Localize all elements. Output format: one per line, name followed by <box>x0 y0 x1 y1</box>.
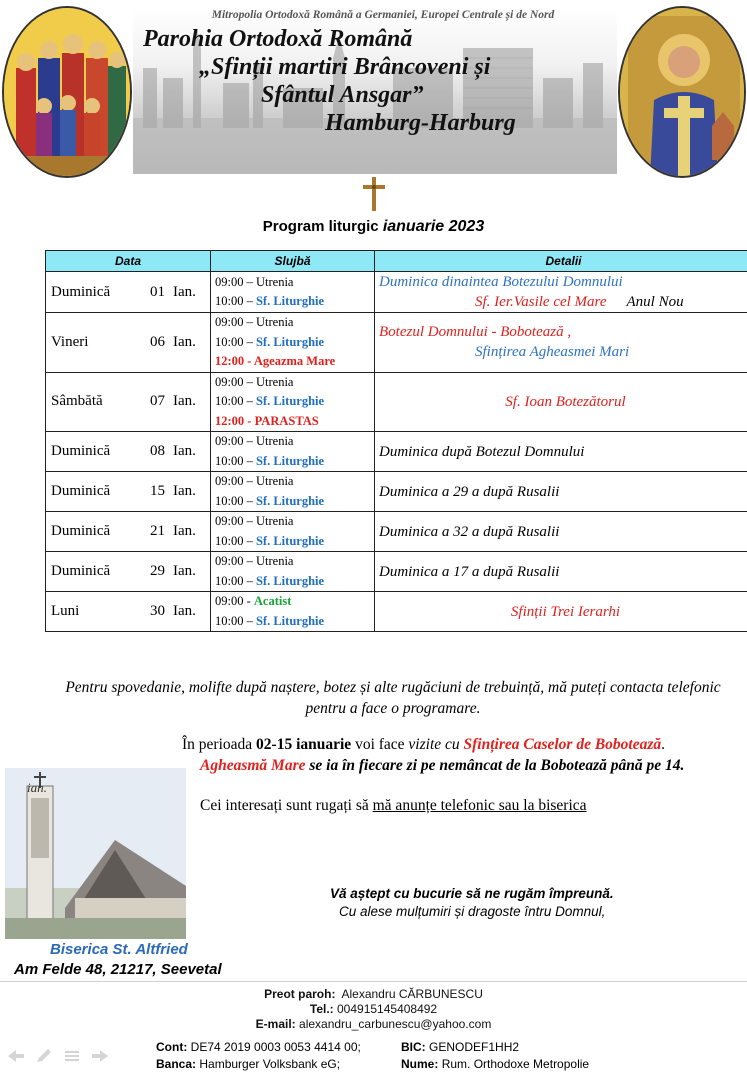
service-time: 10:00 – <box>215 394 256 408</box>
service-label: Sf. Liturghie <box>255 613 325 628</box>
service-label: Sf. Liturghie <box>255 394 325 408</box>
visits-text-a: În perioada <box>182 736 257 753</box>
service-cell <box>211 592 375 632</box>
account-holder <box>401 1057 589 1071</box>
detail-text: Sfințirea Agheasmei Mari <box>475 344 630 361</box>
priest-name: Alexandru CĂRBUNESCU <box>341 987 483 1001</box>
bank-value: Hamburger Volksbank eG; <box>199 1057 341 1071</box>
church-name: Biserica St. Altfried <box>50 941 188 958</box>
details-cell <box>375 472 747 512</box>
service-label: Utrenia <box>255 374 294 389</box>
service-label: Utrenia <box>255 554 294 568</box>
date-day: Duminică <box>51 483 111 499</box>
parish-title-line1: Parohia Ortodoxă Română <box>143 26 413 52</box>
closing-line-bold: Vă aștept cu bucurie să ne rugăm împreună. <box>330 886 614 901</box>
detail-line <box>379 522 747 542</box>
service-label: Sf. Liturghie <box>255 493 325 508</box>
detail-text: Sf. Ier.Vasile cel Mare <box>475 294 607 310</box>
house-blessing-text: Sfințirea Caselor de Bobotează <box>463 736 662 753</box>
service-time: 12:00 - <box>215 354 254 368</box>
date-num: 21 <box>150 523 165 539</box>
footer-priest <box>0 987 747 1001</box>
detail-line <box>379 272 747 292</box>
back-arrow-icon[interactable] <box>6 1048 26 1064</box>
account-number: DE74 2019 0003 0053 4414 00; <box>190 1040 361 1054</box>
detail-text: Duminica a 32 a după Rusalii <box>379 523 560 540</box>
holy-water-text: se ia în fiecare zi pe nemâncat de la Bobotează până pe 14. <box>305 757 685 774</box>
pen-icon[interactable] <box>34 1048 54 1064</box>
bic-label: BIC: <box>401 1040 426 1054</box>
service-label: Ageazma Mare <box>253 354 336 368</box>
date-num: 08 <box>150 443 165 459</box>
date-day: Vineri <box>51 333 89 350</box>
service-cell <box>211 552 375 592</box>
service-line <box>215 572 374 592</box>
saint-ansgar-icon <box>618 6 746 178</box>
bank-bic <box>401 1040 519 1054</box>
service-line <box>215 432 374 452</box>
detail-text: Sfinții Trei Ierarhi <box>510 603 621 620</box>
date-mon: Ian. <box>173 563 196 579</box>
table-header-row <box>46 251 747 272</box>
bic-value: GENODEF1HH2 <box>429 1040 520 1054</box>
date-day: Duminică <box>51 523 111 539</box>
service-label: PARASTAS <box>254 413 319 428</box>
footer-email <box>0 1017 747 1031</box>
service-line <box>215 452 374 472</box>
date-mon: Ian. <box>173 483 196 499</box>
date-cell <box>46 432 211 472</box>
account-label: Cont: <box>156 1040 188 1054</box>
service-time: 09:00 – <box>215 554 256 568</box>
date-num: 29 <box>150 563 165 579</box>
service-time: 09:00 – <box>215 274 256 289</box>
date-cell <box>46 512 211 552</box>
service-label: Sf. Liturghie <box>255 294 325 308</box>
column-header-details: Detalii <box>375 251 747 272</box>
forward-arrow-icon[interactable] <box>90 1048 110 1064</box>
service-label: Sf. Liturghie <box>255 334 325 349</box>
service-time: 10:00 – <box>215 493 256 508</box>
church-photo <box>5 768 186 939</box>
details-cell <box>375 372 747 432</box>
table-row <box>46 512 747 552</box>
detail-text: Sf. Ioan Botezătorul <box>505 393 626 410</box>
service-line <box>215 392 374 412</box>
phone-label: Tel.: <box>309 1002 334 1016</box>
date-mon: Ian. <box>173 333 196 350</box>
service-time: 09:00 – <box>215 474 256 488</box>
detail-text: Duminica după Botezul Domnului <box>379 443 585 460</box>
program-title <box>0 218 747 236</box>
detail-line <box>379 602 747 622</box>
date-num: 30 <box>150 603 165 619</box>
service-line <box>215 273 374 293</box>
visits-text-c: voi face <box>351 736 409 753</box>
parish-title-line3: Sfântul Ansgar” <box>261 82 424 108</box>
confession-note: Pentru spovedanie, molifte după naștere, botez și alte rugăciuni de trebuință, mă puteți contacta telefonic pentru a face o programare. <box>65 679 721 717</box>
church-address: Am Felde 48, 21217, Seevetal <box>14 961 222 978</box>
table-row <box>46 472 747 512</box>
service-time: 09:00 – <box>215 514 256 528</box>
interested-note <box>200 797 587 815</box>
service-line <box>215 373 374 393</box>
metropolis-name: Mitropolia Ortodoxă Română a Germaniei, Europei Centrale și de Nord <box>211 9 555 21</box>
email-label: E-mail: <box>255 1017 296 1031</box>
service-line <box>215 333 374 353</box>
table-row <box>46 272 747 313</box>
date-cell <box>46 372 211 432</box>
service-time: 09:00 – <box>215 315 256 329</box>
service-label: Sf. Liturghie <box>255 573 325 588</box>
table-row <box>46 592 747 632</box>
holy-water-label: Agheasmă Mare <box>200 757 306 774</box>
column-header-service: Slujbă <box>211 251 375 272</box>
service-cell <box>211 472 375 512</box>
interested-underlined-text: mă anunțe telefonic sau la biserica <box>372 797 587 814</box>
service-label: Utrenia <box>255 434 294 448</box>
date-cell <box>46 472 211 512</box>
closing-line-regular: Cu alese mulțumiri și dragoste întru Domnul, <box>339 904 606 919</box>
service-line <box>215 313 374 333</box>
service-line <box>215 532 374 552</box>
brancoveni-saints-icon <box>2 6 132 178</box>
service-time: 12:00 - <box>215 413 255 428</box>
date-mon: Ian. <box>173 523 196 539</box>
priest-label: Preot paroh: <box>264 987 336 1001</box>
service-time: 10:00 – <box>215 533 256 548</box>
footer-phone <box>0 1002 747 1016</box>
service-cell <box>211 313 375 373</box>
table-row <box>46 313 747 373</box>
service-line <box>215 612 374 632</box>
detail-text: Duminica a 17 a după Rusalii <box>379 563 560 580</box>
date-num: 06 <box>150 333 165 350</box>
service-time: 09:00 - <box>215 594 254 608</box>
service-line <box>215 592 374 612</box>
service-label: Utrenia <box>255 315 294 329</box>
table-row <box>46 432 747 472</box>
phone-number: 004915145408492 <box>337 1002 438 1016</box>
service-time: 10:00 – <box>215 334 256 349</box>
holder-label: Nume: <box>401 1057 439 1071</box>
holy-water-note <box>200 757 684 775</box>
date-day: Duminică <box>51 443 111 459</box>
program-title-prefix: Program liturgic <box>262 218 383 235</box>
service-cell <box>211 512 375 552</box>
date-mon: Ian. <box>173 443 196 459</box>
detail-line <box>379 292 747 312</box>
table-row <box>46 372 747 432</box>
detail-text: Botezul Domnului - Bobotează , <box>379 324 572 341</box>
visits-period: 02-15 ianuarie <box>256 736 352 753</box>
service-time: 09:00 – <box>215 374 256 389</box>
viewer-nav-toolbar <box>6 1048 110 1064</box>
interested-text: Cei interesați sunt rugați să <box>200 797 373 814</box>
details-cell <box>375 313 747 373</box>
detail-line <box>379 342 747 362</box>
date-day: Duminică <box>51 283 111 300</box>
date-cell <box>46 272 211 313</box>
detail-text: Duminica dinaintea Botezului Domnului <box>379 274 623 290</box>
service-time: 10:00 – <box>215 294 256 308</box>
service-label: Utrenia <box>255 474 294 488</box>
date-day: Luni <box>51 603 80 619</box>
date-num: 15 <box>150 483 165 499</box>
detail-text: Anul Nou <box>626 294 684 310</box>
detail-line <box>379 322 747 342</box>
service-line <box>215 292 374 312</box>
date-num: 01 <box>150 283 165 300</box>
service-line <box>215 412 374 432</box>
service-label: Utrenia <box>255 514 294 528</box>
service-line <box>215 512 374 532</box>
details-cell <box>375 272 747 313</box>
service-cell <box>211 432 375 472</box>
date-mon: Ian. <box>173 393 196 410</box>
service-cell <box>211 272 375 313</box>
parish-banner <box>133 8 617 174</box>
date-mon: Ian. <box>173 603 196 619</box>
service-time: 10:00 – <box>215 573 256 588</box>
detail-line <box>379 562 747 582</box>
email-address[interactable]: alexandru_carbunescu@yahoo.com <box>299 1017 492 1031</box>
service-time: 10:00 – <box>215 613 256 628</box>
service-line <box>215 352 374 372</box>
service-cell <box>211 372 375 432</box>
service-label: Sf. Liturghie <box>255 453 325 468</box>
bank-name <box>156 1057 340 1071</box>
bank-label: Banca: <box>156 1057 197 1071</box>
service-line <box>215 552 374 572</box>
column-header-date: Data <box>46 251 211 272</box>
service-line <box>215 472 374 492</box>
menu-icon[interactable] <box>62 1048 82 1064</box>
crucifix-icon <box>361 176 387 217</box>
details-cell <box>375 512 747 552</box>
liturgical-schedule-table <box>45 250 747 632</box>
parish-title-line2: „Sfinții martiri Brâncoveni și <box>199 54 491 80</box>
program-month: ianuarie 2023 <box>382 218 485 235</box>
photo-caption: ian. <box>27 780 47 795</box>
date-cell <box>46 313 211 373</box>
date-cell <box>46 592 211 632</box>
footer-divider <box>0 981 747 982</box>
detail-line <box>379 482 747 502</box>
service-label: Utrenia <box>255 274 294 289</box>
detail-text: Duminica a 29 a după Rusalii <box>379 483 560 500</box>
detail-line <box>379 442 747 462</box>
service-label: Sf. Liturghie <box>255 533 325 548</box>
details-cell <box>375 432 747 472</box>
parish-title-line4: Hamburg-Harburg <box>325 110 516 136</box>
holder-value: Rum. Orthodoxe Metropolie <box>441 1057 590 1071</box>
table-row <box>46 552 747 592</box>
detail-line <box>379 392 747 412</box>
date-mon: Ian. <box>173 283 196 300</box>
visits-text-f: . <box>661 736 666 753</box>
visits-text-d: vizite cu <box>408 736 464 753</box>
service-line <box>215 492 374 512</box>
service-label: Acatist <box>253 594 292 608</box>
date-num: 07 <box>150 393 165 410</box>
date-day: Sâmbătă <box>51 393 103 410</box>
date-cell <box>46 552 211 592</box>
service-time: 10:00 – <box>215 453 256 468</box>
details-cell <box>375 552 747 592</box>
details-cell <box>375 592 747 632</box>
service-time: 09:00 – <box>215 434 256 448</box>
bank-account <box>156 1040 361 1054</box>
date-day: Duminică <box>51 563 111 579</box>
house-visits-note <box>182 736 665 754</box>
